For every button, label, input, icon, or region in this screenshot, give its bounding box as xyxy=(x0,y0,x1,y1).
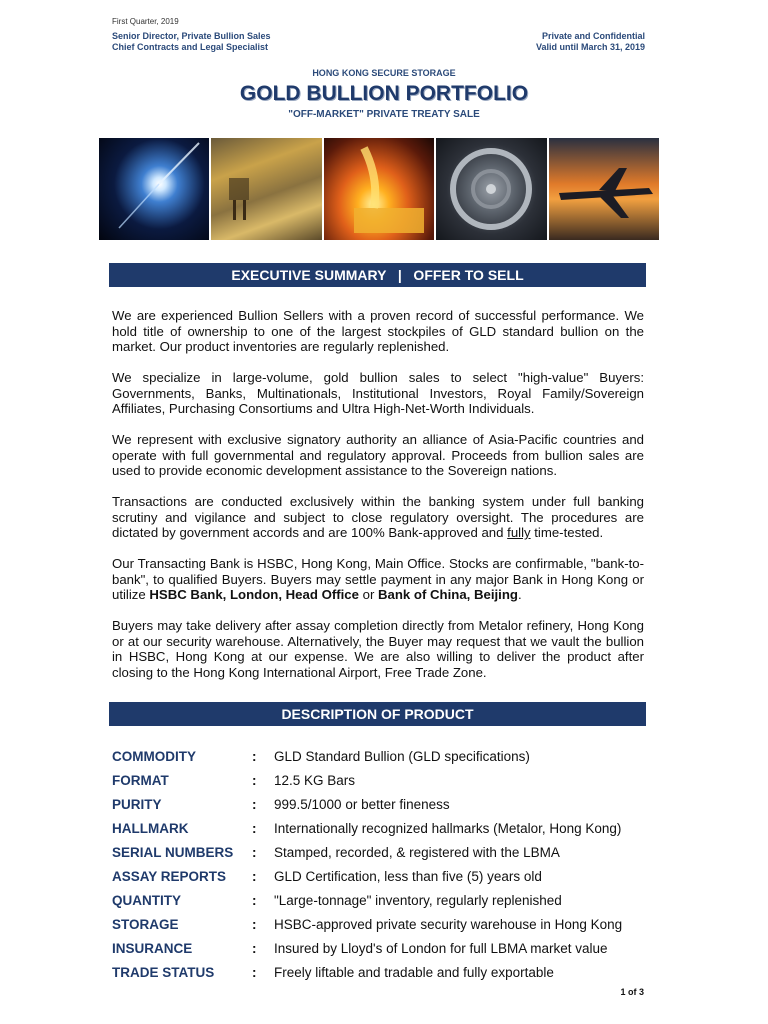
spec-label: ASSAY REPORTS xyxy=(112,868,227,884)
spec-label: COMMODITY xyxy=(112,748,196,764)
document-title: GOLD BULLION PORTFOLIO xyxy=(239,82,529,105)
spec-label: QUANTITY xyxy=(112,892,181,908)
page-number: 1 of 3 xyxy=(620,987,644,997)
paragraph-4 xyxy=(112,494,644,541)
spec-label: PURITY xyxy=(112,796,162,812)
spec-row-format xyxy=(112,768,652,792)
spec-label: FORMAT xyxy=(112,772,169,788)
spec-row-purity xyxy=(112,792,652,816)
photo-vault-door xyxy=(436,138,546,240)
spec-row-insurance xyxy=(112,936,652,960)
paragraph-4-text-a: Transactions are conducted exclusively within the banking system under full banking scrutiny and vigilance and subject to close regulatory oversight. The procedures are dictated by government accords and are 100% Bank-approved and xyxy=(112,494,644,540)
header-author-title: Senior Director, Private Bullion Sales xyxy=(112,31,271,41)
paragraph-3: We represent with exclusive signatory authority an alliance of Asia-Pacific countries and operate with full governmental and regulatory approval. Proceeds from bullion sales are used to provide economic development assistance to the Sovereign nations. xyxy=(112,432,644,478)
spec-value: "Large-tonnage" inventory, regularly replenished xyxy=(274,892,562,908)
spec-colon: : xyxy=(252,772,257,788)
spec-colon: : xyxy=(252,940,257,956)
spec-value: 999.5/1000 or better fineness xyxy=(274,796,450,812)
paragraph-5-text-c: or xyxy=(358,587,379,602)
photo-molten-gold xyxy=(324,138,434,240)
paragraph-2: We specialize in large-volume, gold bullion sales to select "high-value" Buyers: Governments, Banks, Multinationals, Institutional Investors, Royal Family/Sovereign Affiliates, Purchasing Consortiums and Ultra High-Net-Worth Individuals. xyxy=(112,370,644,416)
document-kicker: HONG KONG SECURE STORAGE xyxy=(312,68,456,78)
spec-value: Freely liftable and tradable and fully exportable xyxy=(274,964,554,980)
spec-label: INSURANCE xyxy=(112,940,193,956)
spec-value: Insured by Lloyd's of London for full LBMA market value xyxy=(274,940,608,956)
spec-value: HSBC-approved private security warehouse in Hong Kong xyxy=(274,916,623,932)
spec-colon: : xyxy=(252,964,257,980)
paragraph-5-text-d: . xyxy=(517,587,522,602)
product-spec-table xyxy=(112,744,652,984)
photo-banner xyxy=(99,138,659,240)
spec-value: GLD Standard Bullion (GLD specifications) xyxy=(274,748,530,764)
paragraph-5-bank-china: Bank of China, Beijing xyxy=(378,587,518,602)
header-author-role: Chief Contracts and Legal Specialist xyxy=(112,42,269,52)
spec-row-serial-numbers xyxy=(112,840,652,864)
paragraph-5-text-a: Our Transacting Bank is HSBC, Hong Kong, Main Office. Stocks are confirmable, "bank-to-bank", to qualified Buyers. Buyers may settle payment in any major Bank in Hong Kong or utilize xyxy=(112,556,644,602)
photo-gold-mine xyxy=(211,138,321,240)
photo-cargo-airplane xyxy=(549,138,659,240)
header-right xyxy=(536,31,645,53)
photo-space-burst xyxy=(99,138,209,240)
spec-row-trade-status xyxy=(112,960,652,984)
paragraph-6: Buyers may take delivery after assay completion directly from Metalor refinery, Hong Kong or at our security warehouse. Alternatively, the Buyer may request that we vault the bullion in HSBC, Hong Kong at our expense. We are also willing to deliver the product after closing to the Hong Kong International Airport, Free Trade Zone. xyxy=(112,618,644,680)
spec-row-storage xyxy=(112,912,652,936)
paragraph-4-underlined: fully xyxy=(507,525,531,540)
spec-colon: : xyxy=(252,868,257,884)
spec-label: STORAGE xyxy=(112,916,179,932)
spec-colon: : xyxy=(252,892,257,908)
spec-colon: : xyxy=(252,916,257,932)
spec-colon: : xyxy=(252,748,257,764)
header-left xyxy=(112,31,271,53)
spec-label: SERIAL NUMBERS xyxy=(112,844,234,860)
spec-colon: : xyxy=(252,796,257,812)
spec-value: 12.5 KG Bars xyxy=(274,772,356,788)
section-header-executive-summary: EXECUTIVE SUMMARY | OFFER TO SELL xyxy=(109,263,646,287)
paragraph-1: We are experienced Bullion Sellers with a proven record of successful performance. We hold title of ownership to one of the largest stockpiles of GLD standard bullion on the market. Our product inventories are regularly replenished. xyxy=(112,308,644,354)
executive-summary-body xyxy=(112,308,644,696)
spec-row-assay-reports xyxy=(112,864,652,888)
paragraph-4-text-b: time-tested. xyxy=(530,525,604,540)
spec-row-commodity xyxy=(112,744,652,768)
spec-value: Internationally recognized hallmarks (Metalor, Hong Kong) xyxy=(274,820,622,836)
spec-label: TRADE STATUS xyxy=(112,964,215,980)
spec-row-quantity xyxy=(112,888,652,912)
document-date: First Quarter, 2019 xyxy=(112,17,179,26)
paragraph-5-bank-london: HSBC Bank, London, Head Office xyxy=(149,587,359,602)
validity-label: Valid until March 31, 2019 xyxy=(535,42,645,52)
confidentiality-label: Private and Confidential xyxy=(541,31,645,41)
spec-label: HALLMARK xyxy=(112,820,189,836)
spec-colon: : xyxy=(252,820,257,836)
spec-value: GLD Certification, less than five (5) years old xyxy=(274,868,542,884)
section-header-product-description: DESCRIPTION OF PRODUCT xyxy=(109,702,646,726)
document-subtitle: "OFF-MARKET" PRIVATE TREATY SALE xyxy=(288,109,480,120)
paragraph-5 xyxy=(112,556,644,603)
spec-colon: : xyxy=(252,844,257,860)
spec-row-hallmark xyxy=(112,816,652,840)
spec-value: Stamped, recorded, & registered with the LBMA xyxy=(274,844,560,860)
